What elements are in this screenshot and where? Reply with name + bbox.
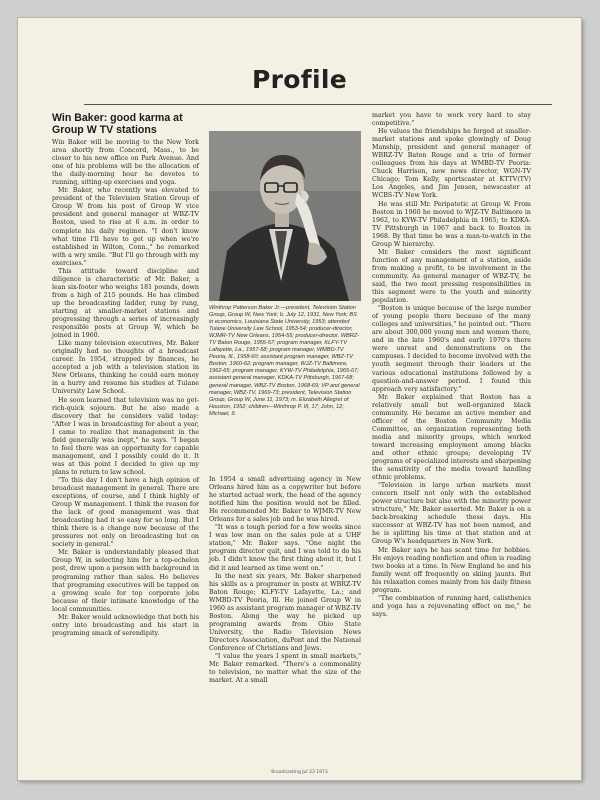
header-rule [84, 104, 552, 105]
paragraph: This attitude toward discipline and diligence is characteristic of Mr. Baker, a lean six-footer who weighs 181 pounds, down from a high of 215 pounds. He has climbed up the broadcasting ladder, rung by rung, starting at smaller-market stations and progressing through a series of increasingly responsible posts at Group W, which he joined in 1960. [52, 267, 199, 340]
paragraph: Win Baker will be moving to the New York area shortly from Concord, Mass., to be closer to his new office on Park Avenue. And one of his problems will be the allocation of the daily-morning hour he devotes to running, sitting-up exercises and yoga. [52, 139, 199, 187]
photo-caption: Winthrop Patterson Baker Jr.—president, Television Station Group, Group W, New York; b. July 12, 1931, New York; BS in economics, Louisiana State University, 1953; attended Tulane University Law School, 1953-54; producer-director, WJMR-TV New Orleans, 1954-55; producer-director, WBRZ-TV Baton Rouge, 1955-57; program manager, KLFY-TV Lafayette, La., 1957-58; program manager, WMBD-TV Peoria, Ill., 1958-60; assistant program manager, WBZ-TV Boston, 1960-62; program manager, WJZ-TV Baltimore, 1962-65; program manager, KYW-TV Philadelphia, 1965-67; assistant general manager, KDKA-TV Pittsburgh, 1967-68; general manager, WBZ-TV Boston, 1968-69; VP and general manager, WBZ-TV, 1969-73; president, Television Station Group, Group W, June 11, 1973; m. Elizabeth Allegret of Houston, 1952; children—Winthrop P. III, 17; John, 12; Michael, 9. [209, 305, 360, 417]
article-column-1 [52, 112, 199, 638]
paragraph: He soon learned that television was no get-rich-quick sojourn. But he also made a discovery that he considers valid today: "After I was in broadcasting for about a year, I came to realize that management in the field generally was inept," he says. "I began to feel there was an opportunity for capable management, and I possibly could do it. It was at this point I decided to give up my plans to return to law school. [52, 396, 199, 476]
paragraph: "Television in large urban markets must concern itself not only with the established power structure but also with the minority power structure," Mr. Baker asserted. Mr. Baker is on a back-breaking schedule these days. His successor at WBZ-TV has not been named, and he is splitting his time at that station and at Group W's headquarters in New York. [372, 482, 531, 546]
paragraph: In the next six years, Mr. Baker sharpened his skills as a programer in posts at WBRZ-TV Baton Rouge; KLFY-TV Lafayette, La.; and WMBD-TV Peoria, Ill. He joined Group W in 1960 as assistant program manager of WBZ-TV Boston. Along the way he picked up programing awards from Ohio State University, the Radio Television News Directors Association, duPont and the National Conference of Christians and Jews. [209, 572, 361, 652]
paragraph: Mr. Baker is understandably pleased that Group W, in selecting him for a top-echelon post, drew upon a person with background in programing rather than sales. He believes that programing executives will be tapped on a growing scale for top corporate jobs because of their intimate knowledge of the local communities. [52, 549, 199, 613]
paragraph: Mr. Baker, who recently was elevated to president of the Television Station Group of Group W from his post of Group W vice president and general manager at WBZ-TV Boston, used to rise at 6 a.m. in order to complete his daily regimen. "I don't know what time I'll have to get up when we're established in Wilton, Conn.," he remarked with a wry smile. "But I'll go through with my exercises." [52, 187, 199, 267]
section-title: Profile [252, 65, 347, 94]
article-headline: Win Baker: good karma at Group W TV stations [52, 112, 183, 136]
article-column-2 [209, 476, 361, 685]
paragraph: In 1954 a small advertising agency in New Orleans hired him as a copywriter but before he started actual work, the head of the agency notified him the position would not be filled. He recommended Mr. Baker to WJMR-TV New Orleans for a sales job and he was hired. [209, 476, 361, 524]
paragraph: "To this day I don't have a high opinion of broadcast management in general. There are exceptions, of course, and I think highly of Group W management. I think the reason for the lack of good management was that broadcasting had it so easy for so long. But I think there is a change now because of the pressures not only on broadcasting but on society in general." [52, 476, 199, 549]
paragraph: "It was a tough period for a few weeks since I was low man on the sales pole at a UHF station," Mr. Baker says. "One night the program director quit, and I was told to do his job. I didn't know the first thing about it, but I did it and learned as time went on." [209, 524, 361, 572]
paragraph: Mr. Baker considers the most significant function of any management of a station, aside from making a profit, to be involvement in the community. As general manager of WBZ-TV, he said, the two most pressing responsibilities in this segment were to the youth and minority population. [372, 248, 531, 305]
portrait-photo [209, 131, 361, 301]
paragraph: Mr. Baker says he has scant time for hobbies. He enjoys reading nonfiction and often is reading two books at a time. In New England he and his family went off frequently on skiing jaunts. But his relaxation comes mainly from his daily fitness program. [372, 546, 531, 594]
paragraph: Mr. Baker would acknowledge that both his entry into broadcasting and his start in programing smack of serendipity. [52, 613, 199, 637]
paragraph: "Boston is unique because of the large number of young people there because of the many colleges and universities," he pointed out. "There are about 300,000 young men and women there, and in the late 1960's and early 1970's there were unrest and demonstrations on the campuses. I decided to become involved with the youth segment through their leaders at the various educational institutions followed by a question-and-answer period. I found this approach very satisfactory." [372, 305, 531, 393]
paragraph: He values the friendships he forged at smaller-market stations and spoke glowingly of Doug Manship, president and general manager of WBRZ-TV Baton Rouge and a trio of former colleagues from his days at WMBD-TV Peoria: Chuck Harrison, new news director, WGN-TV Chicago; Tom Kelly, sportscaster at KTTV(TV) Los Angeles, and Jim Jensen, newscaster at WCBS-TV New York. [372, 128, 531, 200]
portrait-illustration [209, 131, 361, 301]
paragraph: Like many television executives, Mr. Baker originally had no thoughts of a broadcast career. In 1954, strapped by finances, he accepted a job with a television station in New Orleans, thinking he could earn money in a hurry and resume his studies at Tulane University Law School. [52, 340, 199, 396]
paragraph: "I value the years I spent in small markets," Mr. Baker remarked. "There's a commonality to television, no matter what the size of the market. At a small [209, 653, 361, 685]
paragraph: "The combination of running hard, calisthenics and yoga has a rejuvenating effect on me," he says. [372, 594, 531, 618]
magazine-page [18, 18, 581, 780]
article-column-3 [372, 112, 531, 619]
paragraph: He was still Mr. Peripatetic at Group W. From Boston in 1960 he moved to WJZ-TV Baltimore in 1962, to KYW-TV Philadelphia in 1965; to KDKA-TV Pittsburgh in 1967 and back to Boston in 1968. By that time he was a man-to-watch in the Group W hierarchy. [372, 200, 531, 248]
paragraph: Mr. Baker explained that Boston has a relatively small but well-organized black community. He became an active member and officer of the Boston Community Media Committee, an organization representing both media and minority groups, which worked toward increasing employment among blacks and other ethnic groups; developing TV programs of specialized interests and sharpening the sensitivity of the media toward handling ethnic problems. [372, 393, 531, 482]
page-footer: Broadcasting Jul 23 1973 [271, 770, 328, 775]
paragraph: market you have to work very hard to stay competitive." [372, 112, 531, 128]
